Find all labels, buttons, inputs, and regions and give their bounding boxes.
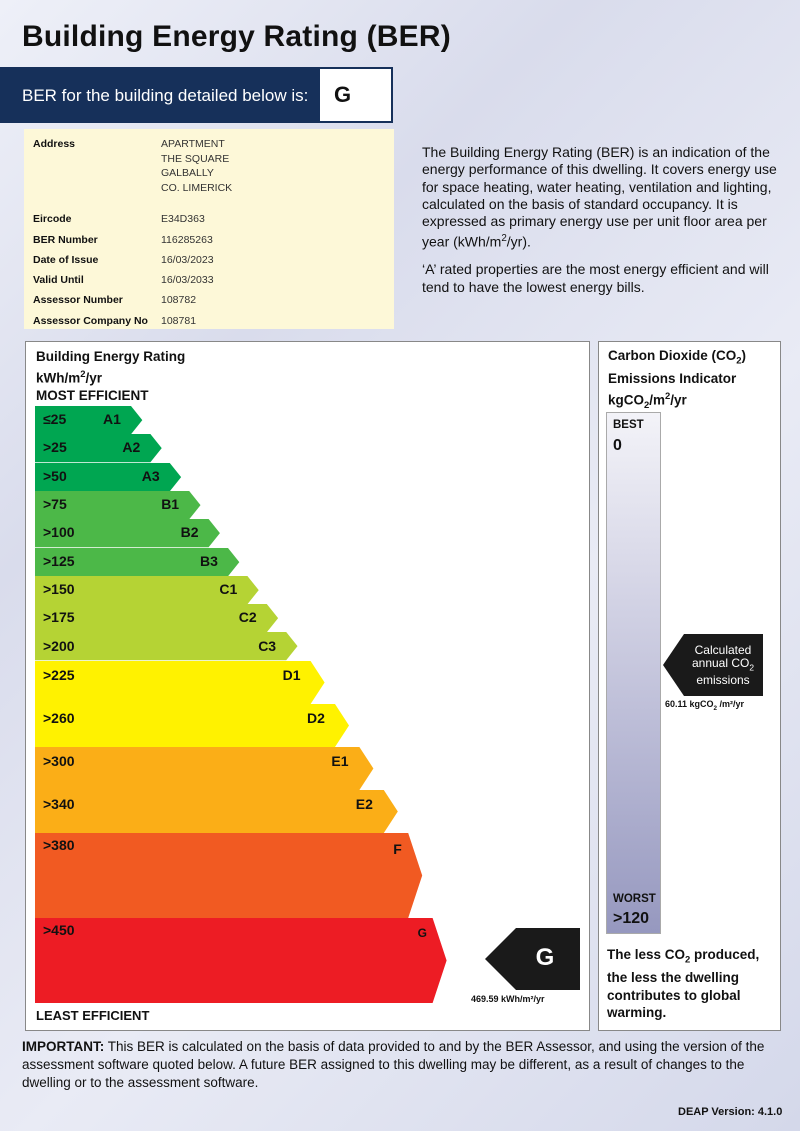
detail-label-ber-number: BER Number bbox=[33, 234, 98, 246]
energy-band-e2 bbox=[35, 790, 398, 833]
energy-band-range: >25 bbox=[43, 439, 67, 456]
energy-band-label: C3 bbox=[258, 637, 277, 654]
detail-value-valid-until: 16/03/2033 bbox=[161, 274, 214, 286]
ber-rating-arrow bbox=[485, 928, 580, 990]
co2-heading: Carbon Dioxide $(CO_2)$ Emissions Indicator $kgCO_2/m^2/yr$ bbox=[608, 348, 747, 411]
ber-banner-value: G bbox=[334, 82, 352, 107]
energy-band-b2 bbox=[35, 519, 220, 547]
energy-band-label: A2 bbox=[122, 439, 141, 456]
intro-paragraph-2: ‘A’ rated properties are the most energy efficient and will tend to have the lowest energy bills. bbox=[422, 261, 769, 295]
co2-emissions-caption: 60.11 kgCO$_2$ /m²/yr bbox=[665, 699, 745, 712]
ber-banner bbox=[0, 67, 393, 123]
co2-panel bbox=[598, 341, 781, 1031]
detail-label-date-of-issue: Date of Issue bbox=[33, 254, 99, 266]
co2-worst-value: >120 bbox=[613, 910, 650, 927]
detail-label-eircode: Eircode bbox=[33, 213, 72, 225]
detail-label-assessor-number: Assessor Number bbox=[33, 294, 123, 306]
energy-band-a1 bbox=[35, 406, 142, 434]
energy-band-range: >450 bbox=[43, 921, 75, 938]
energy-band-shape bbox=[35, 747, 373, 790]
least-efficient-label: LEAST EFFICIENT bbox=[36, 1008, 150, 1023]
energy-band-label: D1 bbox=[282, 666, 301, 683]
details-panel bbox=[24, 129, 394, 329]
deap-version: DEAP Version: 4.1.0 bbox=[678, 1106, 783, 1118]
co2-scale-bar bbox=[606, 412, 661, 934]
energy-band-label: C2 bbox=[238, 609, 257, 626]
detail-value-ber-number: 116285263 bbox=[161, 234, 213, 246]
energy-band-shape bbox=[35, 833, 422, 918]
co2-emissions-arrow bbox=[663, 634, 763, 696]
energy-band-range: >300 bbox=[43, 752, 75, 769]
energy-band-range: ≤25 bbox=[43, 411, 67, 428]
page-title: Building Energy Rating (BER) bbox=[22, 20, 451, 53]
co2-best-value: 0 bbox=[613, 437, 622, 454]
energy-band-label: C1 bbox=[219, 580, 238, 597]
energy-band-label: E1 bbox=[331, 752, 349, 769]
energy-band-range: >380 bbox=[43, 836, 75, 853]
energy-band-label: F bbox=[393, 840, 402, 857]
energy-band-range: >225 bbox=[43, 666, 75, 683]
detail-value-address: APARTMENT THE SQUARE GALBALLY CO. LIMERICK bbox=[161, 138, 233, 194]
important-label: IMPORTANT: bbox=[22, 1039, 105, 1054]
co2-best-label: BEST bbox=[613, 419, 644, 431]
detail-value-date-of-issue: 16/03/2023 bbox=[161, 254, 214, 266]
important-notice bbox=[22, 1038, 782, 1092]
energy-band-a2 bbox=[35, 434, 162, 462]
energy-band-range: >50 bbox=[43, 467, 67, 484]
energy-band-label: D2 bbox=[307, 709, 325, 726]
energy-scale-panel bbox=[25, 341, 590, 1031]
energy-band-a3 bbox=[35, 463, 181, 491]
ber-banner-text: BER for the building detailed below is: bbox=[22, 86, 309, 105]
energy-band-c3 bbox=[35, 632, 298, 660]
detail-value-eircode: E34D363 bbox=[161, 213, 205, 225]
detail-label-valid-until: Valid Until bbox=[33, 274, 84, 286]
energy-band-d2 bbox=[35, 704, 349, 747]
energy-band-shape bbox=[35, 918, 447, 1003]
co2-arrow-text: Calculated annual $CO_2$ emissions bbox=[691, 643, 755, 688]
energy-band-label: E2 bbox=[355, 795, 373, 812]
detail-value-assessor-company: 108781 bbox=[161, 315, 197, 327]
energy-band-range: >260 bbox=[43, 709, 75, 726]
energy-band-g bbox=[35, 918, 447, 1003]
energy-band-range: >125 bbox=[43, 552, 75, 569]
intro-paragraph-1: The Building Energy Rating (BER) is an indication of the energy performance of this dwelling. It covers energy use for space heating, water heating, ventilation and lighting, calculated on the basis of standard occupancy. It is expressed as primary energy use per unit floor area per year $(kWh/m^2/yr)$. bbox=[422, 144, 777, 251]
energy-band-label: B2 bbox=[180, 524, 199, 541]
energy-band-c1 bbox=[35, 576, 259, 604]
ber-rating-caption: 469.59 kWh/m²/yr bbox=[471, 994, 545, 1004]
energy-band-shape bbox=[35, 661, 325, 704]
energy-band-label: B1 bbox=[161, 496, 180, 513]
energy-band-range: >340 bbox=[43, 795, 75, 812]
energy-band-label: A1 bbox=[103, 411, 121, 428]
co2-worst-label: WORST bbox=[613, 893, 656, 905]
energy-band-label: A3 bbox=[141, 467, 160, 484]
energy-band-shape bbox=[35, 704, 349, 747]
energy-band-range: >200 bbox=[43, 637, 75, 654]
energy-band-b1 bbox=[35, 491, 201, 519]
ber-arrow-value: G bbox=[535, 944, 555, 971]
energy-band-d1 bbox=[35, 661, 325, 704]
intro-text bbox=[422, 144, 792, 306]
detail-value-assessor-number: 108782 bbox=[161, 294, 197, 306]
energy-band-label: B3 bbox=[200, 552, 218, 569]
energy-band-range: >100 bbox=[43, 524, 75, 541]
energy-band-c2 bbox=[35, 604, 278, 632]
energy-band-range: >175 bbox=[43, 609, 75, 626]
energy-band-f bbox=[35, 833, 422, 918]
energy-band-shape bbox=[35, 790, 398, 833]
energy-band-range: >75 bbox=[43, 496, 67, 513]
energy-scale-heading: Building Energy Rating kWh/$m^2/yr$ MOST EFFICIENT bbox=[36, 349, 186, 403]
co2-footer-text: The less $CO_2$ produced, the less the dwelling contributes to global warming. bbox=[607, 947, 760, 1021]
energy-band-range: >150 bbox=[43, 580, 75, 597]
detail-label-address: Address bbox=[33, 138, 76, 150]
energy-band-label: G bbox=[417, 925, 427, 940]
energy-band-b3 bbox=[35, 548, 239, 576]
ber-banner-box bbox=[320, 69, 391, 121]
detail-label-assessor-company: Assessor Company No bbox=[33, 315, 148, 327]
important-text: This BER is calculated on the basis of data provided to and by the BER Assessor, and using the version of the assessment software quoted below. A future BER assigned to this dwelling may be different, as a result of changes to the dwelling or to the assessment software. bbox=[22, 1039, 765, 1090]
energy-band-e1 bbox=[35, 747, 373, 790]
